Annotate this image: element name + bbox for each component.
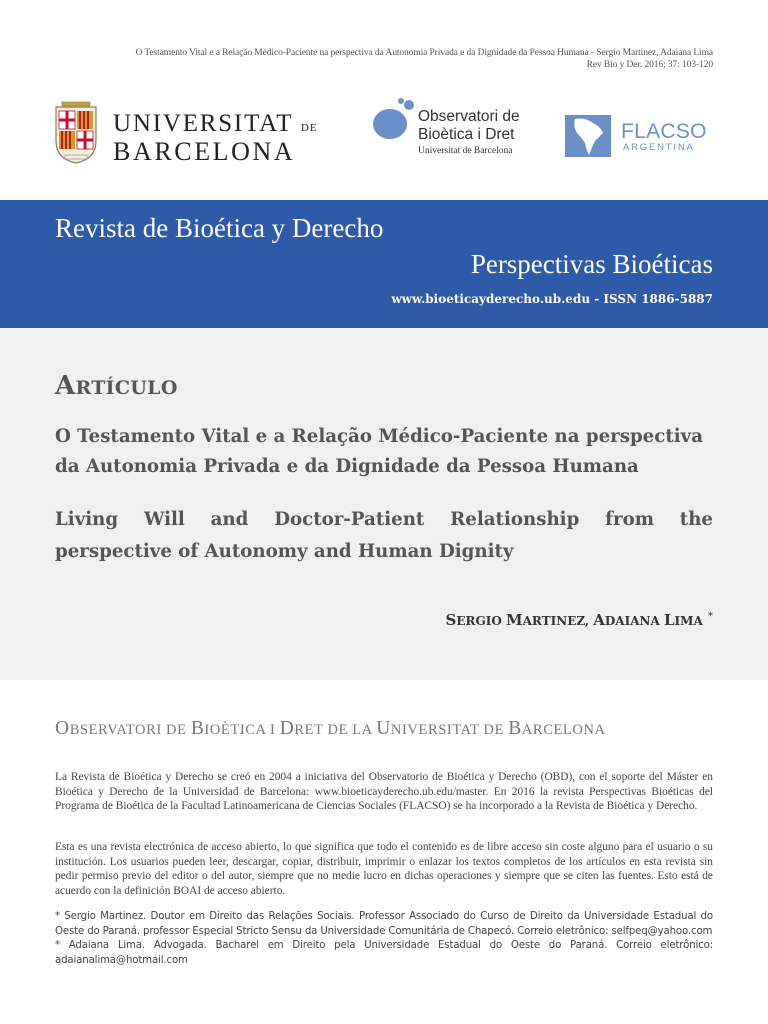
running-head-citation: Rev Bio y Der. 2016; 37: 103-120 [586, 60, 713, 70]
running-head-title: O Testamento Vital e a Relação Médico-Paciente na perspectiva da Autonomia Privada e da Dignidade da Pessoa Humana - Sergio Martinez, Adaiana Lima [135, 48, 713, 58]
journal-banner [0, 200, 768, 328]
obd-name-line3: Universitat de Barcelona [418, 146, 513, 156]
observatori-logo [372, 95, 547, 161]
author-footnote-mark: * [708, 611, 713, 622]
journal-history-paragraph: La Revista de Bioética y Derecho se creó en 2004 a iniciativa del Observatorio de Bioética y Derecho (OBD), con el soporte del Máster en Bioética y Derecho de la Universidad de Barcelona: www.bioeticayderecho.ub.edu/master. En 2016 la revista Perspectivas Bioéticas del Programa de Bioética de la Facultad Latinoamericana de Ciencias Sociales (FLACSO) se ha incorporado a la Revista de Bioética y Derecho. [55, 771, 713, 813]
ub-name-line2: BARCELONA [113, 137, 296, 166]
logo-bar [0, 95, 768, 175]
article-header [0, 328, 768, 680]
author-footnotes [55, 910, 713, 968]
universitat-barcelona-logo [53, 101, 318, 166]
ub-shield-icon [53, 101, 99, 165]
running-head [136, 47, 713, 71]
flacso-name: FLACSO [621, 120, 707, 143]
journal-title: Revista de Bioética y Derecho [55, 213, 384, 243]
article-title-english: Living Will and Doctor-Patient Relationship from the perspective of Autonomy and Human Dignity [55, 509, 713, 562]
article-title-portuguese: O Testamento Vital e a Relação Médico-Paciente na perspectiva da Autonomia Privada e da Dignidade da Pessoa Humana [55, 426, 703, 477]
obd-name-line2: Bioètica i Dret [418, 126, 515, 143]
flacso-logo [565, 115, 715, 159]
journal-url-issn[interactable]: www.bioeticayderecho.ub.edu - ISSN 1886-5887 [391, 292, 713, 306]
ub-name-line1: UNIVERSITAT DE [113, 110, 318, 137]
obd-name-line1: Observatori de [418, 108, 520, 125]
article-type: ARTÍCULO [55, 371, 178, 401]
open-access-paragraph: Esta es una revista electrónica de acceso abierto, lo que significa que todo el contenido es de libre acceso sin coste alguno para el usuario o su institución. Los usuarios pueden leer, descargar, copiar, distribuir, imprimir o enlazar los textos completos de los artículos en esta revista sin pedir permiso previo del editor o del autor, siempre que no medie lucro en dichas operaciones y siempre que se citen las fuentes. Esto está de acuerdo con la definición BOAI de acceso abierto. [55, 841, 713, 897]
latin-america-map-icon [565, 115, 611, 157]
footnote-adaiana-lima: * Adaiana Lima. Advogada. Bacharel em Direito pela Universidade Estadual do Oeste do Paraná. Correio eletrônico: adaianalima@hotmail.com [55, 940, 713, 966]
obd-bubble-icon [372, 97, 414, 141]
observatori-heading: OBSERVATORI DE BIOÈTICA I DRET DE LA UNIVERSITAT DE BARCELONA [55, 718, 606, 739]
journal-subtitle: Perspectivas Bioéticas [470, 249, 713, 279]
article-authors: SERGIO MARTINEZ, ADAIANA LIMA * [445, 611, 713, 629]
flacso-country: ARGENTINA [623, 142, 695, 153]
footnote-sergio-martinez: * Sergio Martinez. Doutor em Direito das Relações Sociais. Professor Associado do Curso de Direito da Universidade Estadual do Oeste do Paraná. professor Especial Stricto Sensu da Universidade Comunitária de Chapecó. Correio eletrônico: selfpeq@yahoo.com [55, 911, 713, 937]
